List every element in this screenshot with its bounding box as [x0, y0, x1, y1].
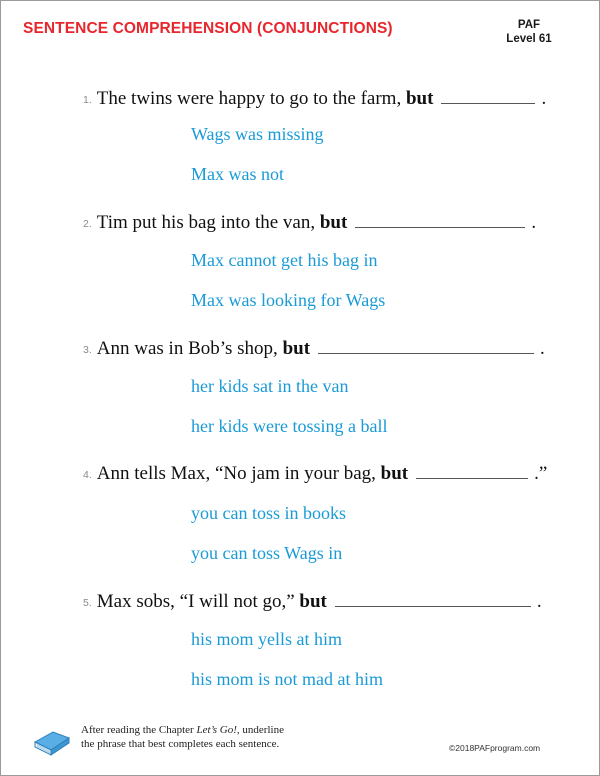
question-stem: Tim put his bag into the van, [96, 212, 316, 233]
answer-option[interactable]: you can toss in books [191, 503, 346, 523]
question-stem: Ann tells Max, “No jam in your bag, [96, 463, 376, 484]
answer-option[interactable]: Max was not [191, 164, 284, 184]
question-sentence [83, 463, 547, 487]
copyright-notice: ©2018PAFprogram.com [449, 743, 541, 753]
program-name: PAF [517, 19, 541, 31]
answer-option[interactable]: Max cannot get his bag in [191, 250, 378, 270]
question-stem: Max sobs, “I will not go,” [96, 591, 295, 612]
footer-instructions [81, 724, 284, 751]
question-number: 4. [83, 469, 92, 481]
question-sentence [83, 88, 546, 112]
level-label [481, 18, 577, 46]
question-number: 3. [83, 344, 92, 356]
instruction-text: After reading the Chapter [81, 724, 197, 736]
answer-option[interactable]: her kids sat in the van [191, 376, 349, 396]
conjunction: but [319, 212, 348, 233]
answer-blank[interactable] [416, 463, 528, 479]
answer-blank[interactable] [355, 212, 525, 228]
book-icon [31, 728, 73, 763]
conjunction: but [380, 463, 409, 484]
question-stem: The twins were happy to go to the farm, [96, 88, 402, 109]
question-sentence [83, 591, 542, 615]
answer-blank[interactable] [441, 88, 535, 104]
sentence-end: . [531, 212, 537, 233]
answer-option[interactable]: Wags was missing [191, 124, 324, 144]
level-number: Level 61 [506, 33, 552, 45]
question-stem: Ann was in Bob’s shop, [96, 338, 278, 359]
answer-option[interactable]: his mom is not mad at him [191, 669, 383, 689]
instruction-line-2: the phrase that best completes each sentence. [81, 737, 280, 750]
question-sentence [83, 212, 536, 236]
page-title: SENTENCE COMPREHENSION (CONJUNCTIONS) [23, 20, 393, 37]
sentence-end: .” [534, 463, 548, 484]
answer-blank[interactable] [335, 591, 531, 607]
answer-option[interactable]: Max was looking for Wags [191, 290, 386, 310]
instruction-line-1 [81, 724, 284, 738]
question-number: 1. [83, 94, 92, 106]
conjunction: but [282, 338, 311, 359]
sentence-end: . [540, 338, 545, 359]
sentence-end: . [536, 591, 542, 612]
answer-option[interactable]: you can toss Wags in [191, 543, 343, 563]
answer-option[interactable]: her kids were tossing a ball [191, 416, 388, 436]
chapter-title: Let’s Go! [196, 724, 237, 736]
question-sentence [83, 338, 545, 362]
conjunction: but [405, 88, 434, 109]
question-number: 2. [83, 218, 92, 230]
answer-blank[interactable] [318, 338, 534, 354]
question-number: 5. [83, 597, 92, 609]
instruction-text: , underline [236, 724, 284, 736]
conjunction: but [299, 591, 327, 612]
answer-option[interactable]: his mom yells at him [191, 629, 342, 649]
sentence-end: . [541, 88, 547, 109]
